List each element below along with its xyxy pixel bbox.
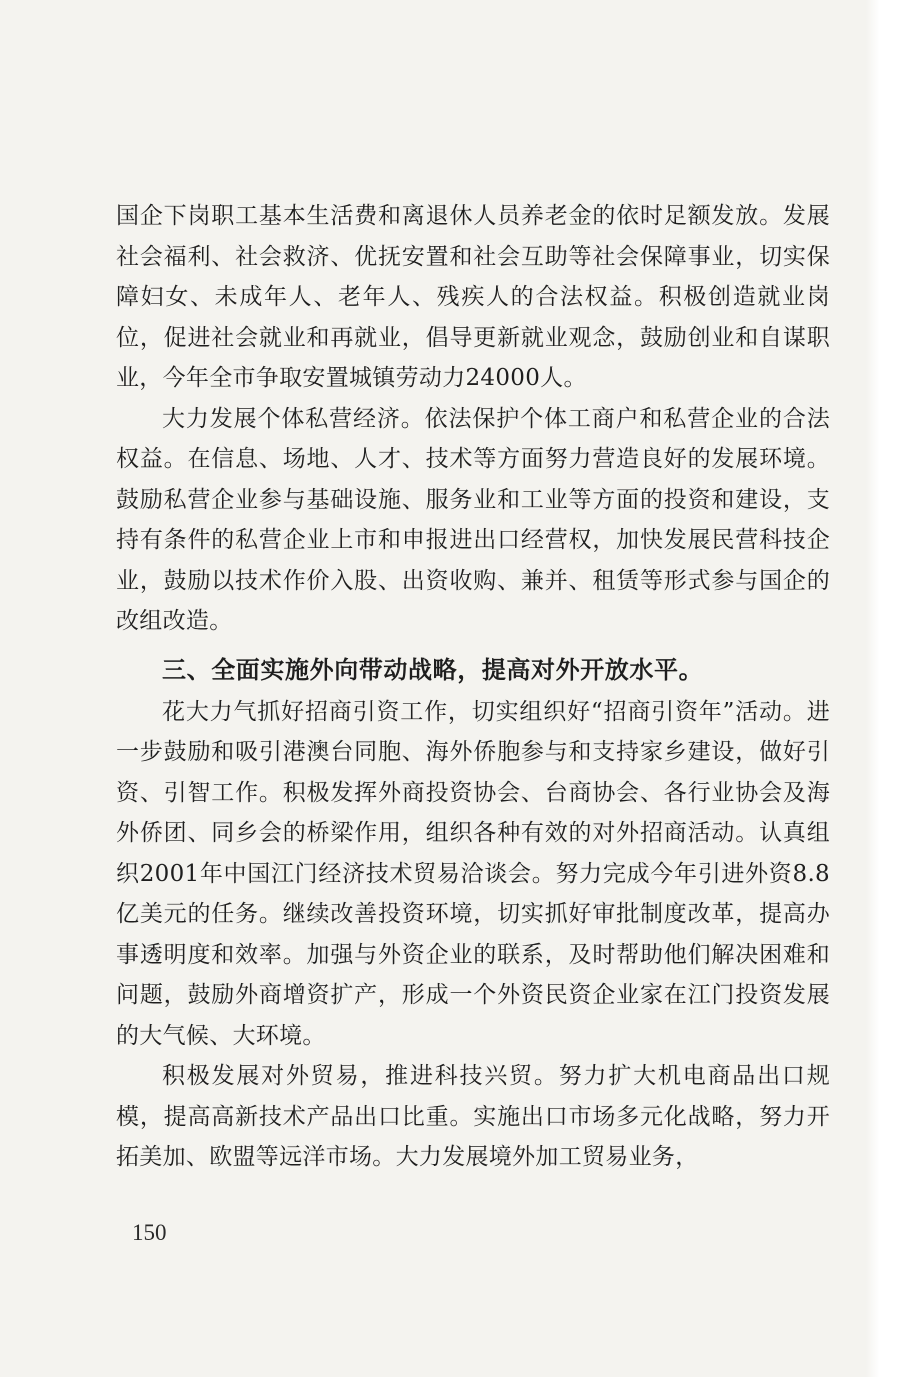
body-text — [116, 196, 830, 1178]
paragraph-continued: 国企下岗职工基本生活费和离退休人员养老金的依时足额发放。发展社会福利、社会救济、优抚安置和社会互助等社会保障事业，切实保障妇女、未成年人、老年人、残疾人的合法权益。积极创造就业岗位，促进社会就业和再就业，倡导更新就业观念，鼓励创业和自谋职业，今年全市争取安置城镇劳动力24000人。 — [116, 203, 830, 391]
paragraph-private-economy: 大力发展个体私营经济。依法保护个体工商户和私营企业的合法权益。在信息、场地、人才、技术等方面努力营造良好的发展环境。鼓励私营企业参与基础设施、服务业和工业等方面的投资和建设，支持有条件的私营企业上市和申报进出口经营权，加快发展民营科技企业，鼓励以技术作价入股、出资收购、兼并、租赁等形式参与国企的改组改造。 — [116, 405, 830, 634]
page-edge — [866, 0, 900, 1377]
section-heading: 三、全面实施外向带动战略，提高对外开放水平。 — [162, 655, 704, 684]
paragraph-investment: 花大力气抓好招商引资工作，切实组织好“招商引资年”活动。进一步鼓励和吸引港澳台同胞、海外侨胞参与和支持家乡建设，做好引资、引智工作。积极发挥外商投资协会、台商协会、各行业协会及海外侨团、同乡会的桥梁作用，组织各种有效的对外招商活动。认真组织2001年中国江门经济技术贸易洽谈会。努力完成今年引进外资8.8亿美元的任务。继续改善投资环境，切实抓好审批制度改革，提高办事透明度和效率。加强与外资企业的联系，及时帮助他们解决困难和问题，鼓励外商增资扩产，形成一个外资民资企业家在江门投资发展的大气候、大环境。 — [116, 698, 830, 1049]
page-number: 150 — [132, 1220, 167, 1245]
paragraph-foreign-trade: 积极发展对外贸易，推进科技兴贸。努力扩大机电商品出口规模，提高高新技术产品出口比重。实施出口市场多元化战略，努力开拓美加、欧盟等远洋市场。大力发展境外加工贸易业务， — [116, 1063, 830, 1170]
